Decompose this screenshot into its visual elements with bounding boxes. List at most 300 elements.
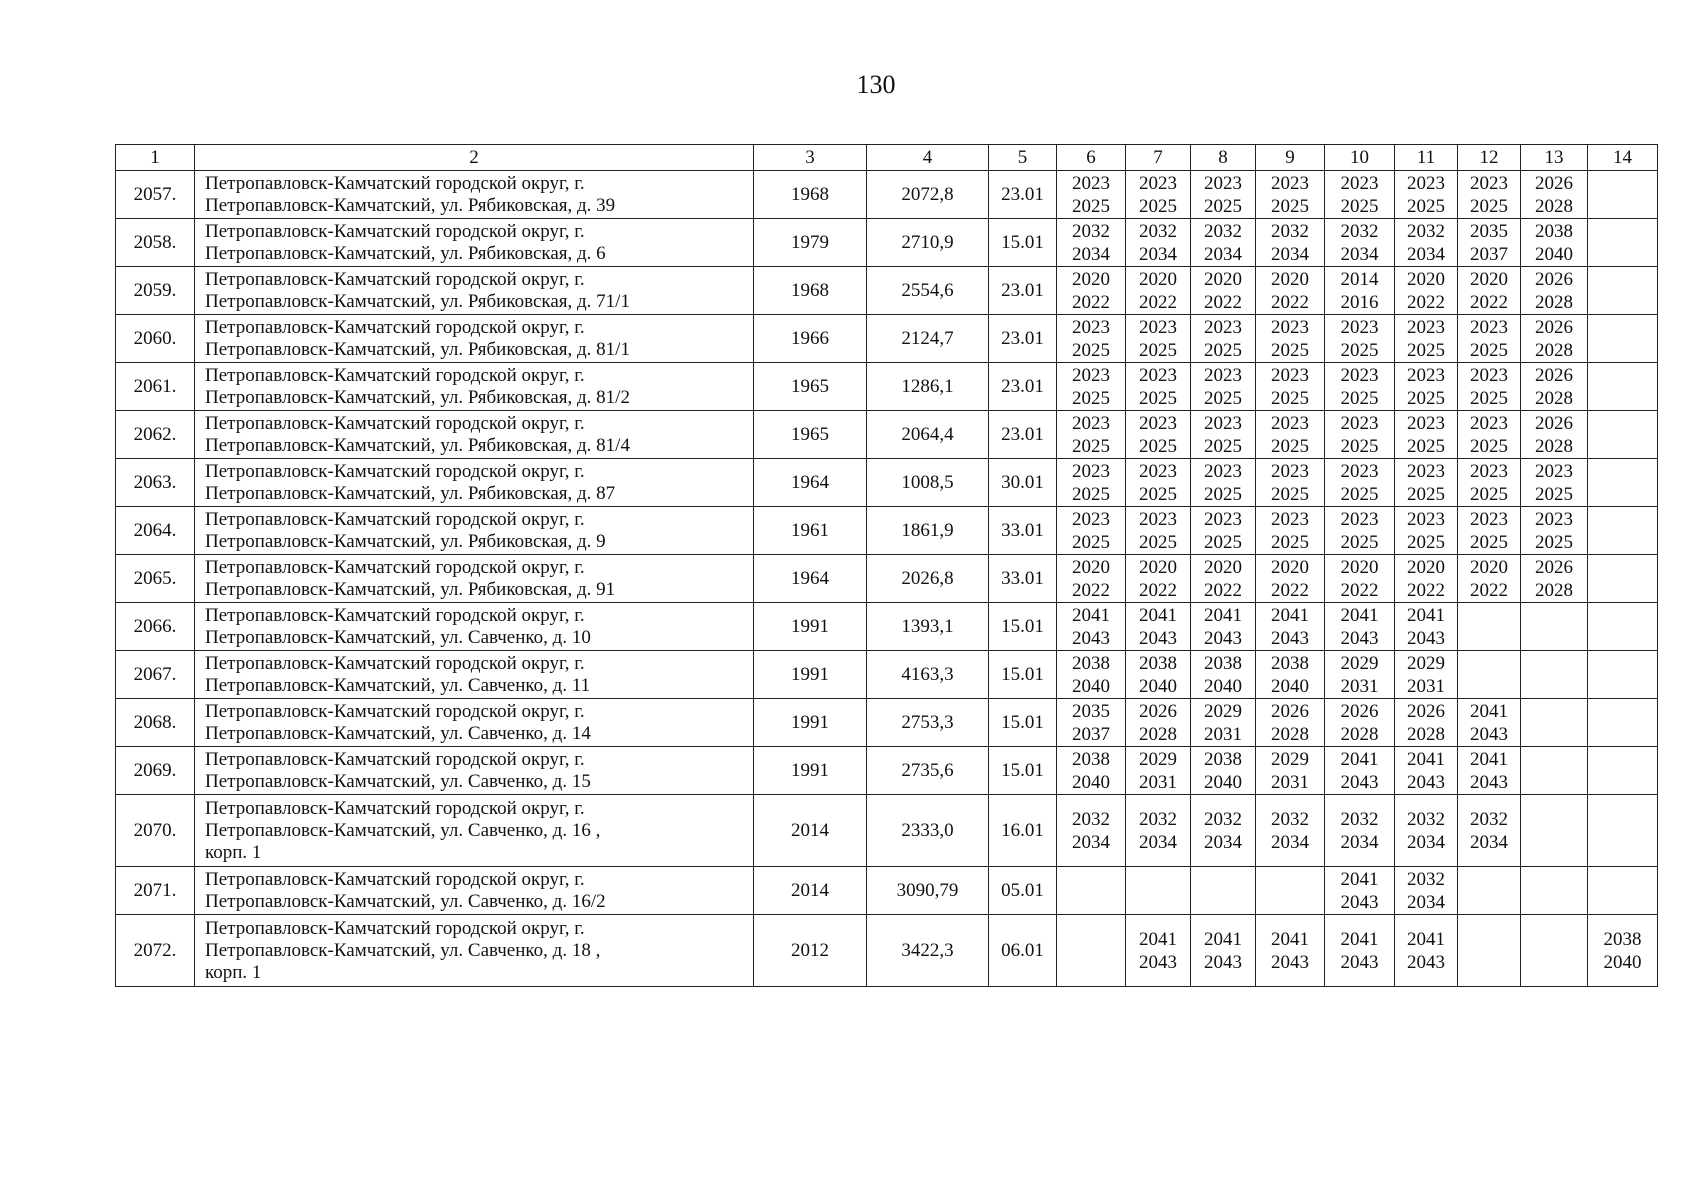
- period-year: 2023: [1204, 316, 1242, 338]
- period-year: 2023: [1072, 364, 1110, 386]
- period-cell: [1126, 555, 1191, 603]
- area-cell: 2753,3: [867, 699, 989, 747]
- period-year: 2034: [1072, 831, 1110, 853]
- period-cell: [1057, 219, 1126, 267]
- period-year: 2023: [1407, 316, 1445, 338]
- build-year-cell: 1961: [754, 507, 867, 555]
- period-year: 2032: [1340, 808, 1379, 830]
- table-row: [116, 171, 1658, 219]
- period-cell: [1395, 651, 1458, 699]
- period-year: 2025: [1072, 387, 1110, 409]
- period-year: 2026: [1535, 364, 1573, 386]
- area-cell: 2072,8: [867, 171, 989, 219]
- build-year-cell: 1991: [754, 699, 867, 747]
- period-year: 2025: [1204, 339, 1242, 361]
- period-year: 2025: [1271, 339, 1309, 361]
- code-cell: 23.01: [989, 315, 1057, 363]
- period-year: 2025: [1407, 339, 1445, 361]
- period-year: 2025: [1407, 195, 1445, 217]
- period-cell: [1126, 603, 1191, 651]
- period-year: 2034: [1139, 831, 1177, 853]
- period-year: 2020: [1407, 556, 1445, 578]
- period-year: 2025: [1204, 435, 1242, 457]
- period-cell: [1395, 507, 1458, 555]
- code-cell: 06.01: [989, 915, 1057, 987]
- period-cell: [1191, 915, 1256, 987]
- period-cell: [1256, 219, 1325, 267]
- build-year-cell: 2014: [754, 795, 867, 867]
- period-year: 2035: [1470, 220, 1508, 242]
- period-year: 2023: [1535, 508, 1573, 530]
- period-cell: [1256, 915, 1325, 987]
- period-cell: [1521, 459, 1588, 507]
- period-year: 2025: [1340, 387, 1379, 409]
- period-cell: [1521, 555, 1588, 603]
- period-year: 2025: [1139, 387, 1177, 409]
- period-year: 2020: [1139, 268, 1177, 290]
- period-cell: [1191, 699, 1256, 747]
- address-line: Петропавловск-Камчатский, ул. Рябиковская, д. 6: [205, 242, 606, 264]
- period-cell: [1126, 795, 1191, 867]
- period-year: 2025: [1470, 339, 1508, 361]
- period-year: 2016: [1340, 291, 1379, 313]
- period-year: 2022: [1407, 291, 1445, 313]
- period-year: 2028: [1535, 435, 1573, 457]
- row-number-cell: 2072.: [116, 915, 195, 987]
- period-cell: [1521, 795, 1588, 867]
- address-line: Петропавловск-Камчатский, ул. Рябиковская, д. 9: [205, 530, 606, 552]
- address-line: Петропавловск-Камчатский городской округ, г.: [205, 220, 585, 242]
- code-cell: 30.01: [989, 459, 1057, 507]
- address-line: Петропавловск-Камчатский, ул. Рябиковская, д. 81/2: [205, 386, 630, 408]
- address-line: Петропавловск-Камчатский городской округ, г.: [205, 917, 585, 939]
- period-year: 2020: [1204, 268, 1242, 290]
- period-year: 2020: [1470, 268, 1508, 290]
- period-year: 2025: [1204, 195, 1242, 217]
- build-year-cell: 2014: [754, 867, 867, 915]
- period-cell: [1057, 915, 1126, 987]
- build-year-cell: 1991: [754, 651, 867, 699]
- period-cell: [1395, 915, 1458, 987]
- period-cell: [1325, 315, 1395, 363]
- period-cell: [1521, 603, 1588, 651]
- period-year: 2025: [1139, 195, 1177, 217]
- period-cell: [1588, 915, 1658, 987]
- period-year: 2043: [1340, 951, 1379, 973]
- column-header: 3: [754, 145, 867, 171]
- period-year: 2022: [1470, 291, 1508, 313]
- period-year: 2023: [1470, 316, 1508, 338]
- address-line: Петропавловск-Камчатский, ул. Рябиковская, д. 71/1: [205, 290, 630, 312]
- period-cell: [1395, 555, 1458, 603]
- table-row: [116, 867, 1658, 915]
- area-cell: 3422,3: [867, 915, 989, 987]
- period-year: 2028: [1407, 723, 1445, 745]
- period-year: 2031: [1407, 675, 1445, 697]
- period-year: 2035: [1072, 700, 1110, 722]
- column-header: 12: [1458, 145, 1521, 171]
- table-row: [116, 363, 1658, 411]
- period-year: 2025: [1407, 531, 1445, 553]
- period-cell: [1057, 651, 1126, 699]
- period-year: 2032: [1072, 808, 1110, 830]
- period-cell: [1057, 795, 1126, 867]
- period-cell: [1126, 315, 1191, 363]
- period-cell: [1521, 411, 1588, 459]
- address-line: корп. 1: [205, 961, 262, 983]
- area-cell: 1286,1: [867, 363, 989, 411]
- area-cell: 4163,3: [867, 651, 989, 699]
- row-number-cell: 2069.: [116, 747, 195, 795]
- period-year: 2025: [1139, 339, 1177, 361]
- period-year: 2023: [1340, 508, 1379, 530]
- period-year: 2023: [1072, 508, 1110, 530]
- period-cell: [1395, 315, 1458, 363]
- address-cell: [195, 171, 754, 219]
- period-cell: [1395, 795, 1458, 867]
- address-line: Петропавловск-Камчатский, ул. Савченко, д. 16 ,: [205, 819, 601, 841]
- period-year: 2034: [1470, 831, 1508, 853]
- address-line: Петропавловск-Камчатский, ул. Рябиковская, д. 91: [205, 578, 616, 600]
- period-year: 2043: [1139, 951, 1177, 973]
- period-cell: [1588, 459, 1658, 507]
- table-row: [116, 651, 1658, 699]
- period-cell: [1256, 171, 1325, 219]
- period-year: 2025: [1072, 339, 1110, 361]
- period-year: 2040: [1139, 675, 1177, 697]
- period-year: 2023: [1470, 412, 1508, 434]
- period-year: 2028: [1535, 339, 1573, 361]
- period-cell: [1126, 747, 1191, 795]
- code-cell: 23.01: [989, 171, 1057, 219]
- period-year: 2038: [1072, 748, 1110, 770]
- period-year: 2020: [1139, 556, 1177, 578]
- period-cell: [1458, 171, 1521, 219]
- period-year: 2026: [1407, 700, 1445, 722]
- area-cell: 2333,0: [867, 795, 989, 867]
- period-cell: [1588, 171, 1658, 219]
- table-row: [116, 915, 1658, 987]
- period-year: 2022: [1204, 579, 1242, 601]
- build-year-cell: 1966: [754, 315, 867, 363]
- period-year: 2029: [1407, 652, 1445, 674]
- period-cell: [1057, 267, 1126, 315]
- code-cell: 23.01: [989, 411, 1057, 459]
- period-cell: [1325, 603, 1395, 651]
- code-cell: 16.01: [989, 795, 1057, 867]
- address-line: Петропавловск-Камчатский городской округ, г.: [205, 172, 585, 194]
- period-cell: [1057, 459, 1126, 507]
- period-year: 2034: [1271, 831, 1309, 853]
- period-year: 2041: [1139, 928, 1177, 950]
- period-year: 2038: [1139, 652, 1177, 674]
- period-year: 2025: [1535, 483, 1573, 505]
- code-cell: 05.01: [989, 867, 1057, 915]
- period-year: 2041: [1271, 928, 1309, 950]
- period-year: 2023: [1139, 364, 1177, 386]
- period-year: 2026: [1535, 316, 1573, 338]
- period-year: 2034: [1340, 243, 1379, 265]
- address-line: Петропавловск-Камчатский, ул. Савченко, д. 15: [205, 770, 591, 792]
- build-year-cell: 1964: [754, 459, 867, 507]
- period-year: 2034: [1407, 891, 1445, 913]
- period-year: 2043: [1204, 951, 1242, 973]
- period-cell: [1325, 867, 1395, 915]
- address-line: Петропавловск-Камчатский, ул. Савченко, д. 11: [205, 674, 591, 696]
- column-header: 9: [1256, 145, 1325, 171]
- period-year: 2023: [1204, 364, 1242, 386]
- period-year: 2023: [1204, 412, 1242, 434]
- address-cell: [195, 651, 754, 699]
- column-header: 6: [1057, 145, 1126, 171]
- period-year: 2034: [1407, 243, 1445, 265]
- period-year: 2022: [1072, 579, 1110, 601]
- period-year: 2026: [1535, 268, 1573, 290]
- period-year: 2031: [1340, 675, 1379, 697]
- row-number-cell: 2067.: [116, 651, 195, 699]
- period-cell: [1191, 651, 1256, 699]
- area-cell: 3090,79: [867, 867, 989, 915]
- row-number-cell: 2058.: [116, 219, 195, 267]
- period-cell: [1256, 603, 1325, 651]
- period-cell: [1588, 699, 1658, 747]
- period-cell: [1256, 315, 1325, 363]
- period-year: 2026: [1535, 412, 1573, 434]
- period-cell: [1057, 603, 1126, 651]
- column-header: 11: [1395, 145, 1458, 171]
- period-cell: [1191, 747, 1256, 795]
- row-number-cell: 2062.: [116, 411, 195, 459]
- period-year: 2029: [1139, 748, 1177, 770]
- address-cell: [195, 915, 754, 987]
- period-year: 2022: [1139, 291, 1177, 313]
- period-year: 2028: [1340, 723, 1379, 745]
- period-cell: [1588, 795, 1658, 867]
- period-year: 2023: [1470, 460, 1508, 482]
- row-number-cell: 2066.: [116, 603, 195, 651]
- period-year: 2023: [1204, 508, 1242, 530]
- period-year: 2023: [1470, 172, 1508, 194]
- period-year: 2041: [1470, 748, 1508, 770]
- period-year: 2023: [1072, 316, 1110, 338]
- period-year: 2025: [1407, 387, 1445, 409]
- period-cell: [1325, 267, 1395, 315]
- period-year: 2023: [1139, 316, 1177, 338]
- period-year: 2041: [1407, 748, 1445, 770]
- code-cell: 15.01: [989, 699, 1057, 747]
- period-year: 2031: [1204, 723, 1242, 745]
- column-header: 4: [867, 145, 989, 171]
- period-year: 2025: [1072, 531, 1110, 553]
- code-cell: 33.01: [989, 507, 1057, 555]
- period-year: 2043: [1470, 771, 1508, 793]
- period-cell: [1395, 747, 1458, 795]
- address-line: Петропавловск-Камчатский, ул. Савченко, д. 10: [205, 626, 591, 648]
- period-year: 2023: [1271, 460, 1309, 482]
- period-year: 2032: [1407, 808, 1445, 830]
- period-year: 2023: [1139, 460, 1177, 482]
- period-cell: [1458, 603, 1521, 651]
- period-year: 2025: [1271, 435, 1309, 457]
- period-cell: [1325, 555, 1395, 603]
- address-cell: [195, 363, 754, 411]
- address-cell: [195, 219, 754, 267]
- period-year: 2023: [1340, 364, 1379, 386]
- period-year: 2023: [1340, 172, 1379, 194]
- table-row: [116, 315, 1658, 363]
- period-year: 2025: [1470, 387, 1508, 409]
- period-year: 2034: [1407, 831, 1445, 853]
- period-year: 2022: [1470, 579, 1508, 601]
- period-year: 2043: [1271, 627, 1309, 649]
- row-number-cell: 2059.: [116, 267, 195, 315]
- period-cell: [1325, 459, 1395, 507]
- period-year: 2025: [1470, 483, 1508, 505]
- period-cell: [1126, 411, 1191, 459]
- period-cell: [1521, 219, 1588, 267]
- period-cell: [1458, 699, 1521, 747]
- period-cell: [1458, 267, 1521, 315]
- period-year: 2020: [1072, 556, 1110, 578]
- address-cell: [195, 411, 754, 459]
- period-year: 2028: [1535, 387, 1573, 409]
- period-year: 2025: [1072, 435, 1110, 457]
- period-year: 2023: [1340, 460, 1379, 482]
- period-cell: [1126, 363, 1191, 411]
- table-row: [116, 699, 1658, 747]
- period-cell: [1395, 363, 1458, 411]
- period-cell: [1256, 555, 1325, 603]
- period-year: 2025: [1204, 483, 1242, 505]
- period-year: 2038: [1072, 652, 1110, 674]
- period-year: 2040: [1271, 675, 1309, 697]
- period-cell: [1191, 315, 1256, 363]
- period-cell: [1458, 363, 1521, 411]
- period-cell: [1588, 363, 1658, 411]
- period-cell: [1256, 795, 1325, 867]
- period-year: 2037: [1470, 243, 1508, 265]
- period-cell: [1458, 747, 1521, 795]
- period-cell: [1325, 747, 1395, 795]
- area-cell: 1861,9: [867, 507, 989, 555]
- table-row: [116, 795, 1658, 867]
- period-cell: [1325, 171, 1395, 219]
- address-line: Петропавловск-Камчатский городской округ, г.: [205, 508, 585, 530]
- period-year: 2025: [1204, 387, 1242, 409]
- build-year-cell: 1964: [754, 555, 867, 603]
- period-year: 2023: [1139, 412, 1177, 434]
- period-year: 2031: [1139, 771, 1177, 793]
- period-cell: [1395, 171, 1458, 219]
- period-year: 2043: [1271, 951, 1309, 973]
- period-cell: [1191, 795, 1256, 867]
- period-cell: [1126, 171, 1191, 219]
- area-cell: 1008,5: [867, 459, 989, 507]
- code-cell: 23.01: [989, 267, 1057, 315]
- address-line: Петропавловск-Камчатский городской округ, г.: [205, 797, 585, 819]
- period-year: 2028: [1271, 723, 1309, 745]
- period-cell: [1458, 507, 1521, 555]
- area-cell: 2735,6: [867, 747, 989, 795]
- period-year: 2025: [1271, 483, 1309, 505]
- period-year: 2023: [1271, 412, 1309, 434]
- table-row: [116, 555, 1658, 603]
- code-cell: 33.01: [989, 555, 1057, 603]
- code-cell: 15.01: [989, 603, 1057, 651]
- period-year: 2025: [1271, 531, 1309, 553]
- address-line: Петропавловск-Камчатский городской округ, г.: [205, 460, 585, 482]
- period-year: 2025: [1204, 531, 1242, 553]
- period-year: 2043: [1340, 771, 1379, 793]
- period-year: 2032: [1204, 220, 1242, 242]
- period-cell: [1191, 603, 1256, 651]
- row-number-cell: 2068.: [116, 699, 195, 747]
- address-line: Петропавловск-Камчатский городской округ, г.: [205, 748, 585, 770]
- period-cell: [1588, 747, 1658, 795]
- period-year: 2025: [1139, 483, 1177, 505]
- period-cell: [1126, 867, 1191, 915]
- period-cell: [1458, 219, 1521, 267]
- period-year: 2032: [1271, 808, 1309, 830]
- column-header: 8: [1191, 145, 1256, 171]
- period-year: 2023: [1271, 316, 1309, 338]
- row-number-cell: 2061.: [116, 363, 195, 411]
- table-row: [116, 747, 1658, 795]
- period-year: 2023: [1407, 172, 1445, 194]
- address-line: Петропавловск-Камчатский городской округ, г.: [205, 652, 585, 674]
- period-year: 2023: [1204, 460, 1242, 482]
- period-year: 2020: [1271, 556, 1309, 578]
- period-year: 2023: [1139, 172, 1177, 194]
- period-year: 2023: [1271, 508, 1309, 530]
- period-year: 2025: [1072, 195, 1110, 217]
- address-cell: [195, 747, 754, 795]
- period-year: 2041: [1470, 700, 1508, 722]
- area-cell: 1393,1: [867, 603, 989, 651]
- period-cell: [1395, 459, 1458, 507]
- period-year: 2022: [1072, 291, 1110, 313]
- period-year: 2023: [1407, 412, 1445, 434]
- period-cell: [1521, 507, 1588, 555]
- period-cell: [1458, 555, 1521, 603]
- period-year: 2043: [1340, 627, 1379, 649]
- period-cell: [1126, 915, 1191, 987]
- code-cell: 15.01: [989, 747, 1057, 795]
- period-cell: [1588, 555, 1658, 603]
- period-year: 2026: [1535, 172, 1573, 194]
- period-year: 2023: [1072, 460, 1110, 482]
- period-year: 2040: [1603, 951, 1642, 973]
- period-year: 2032: [1271, 220, 1309, 242]
- period-year: 2026: [1139, 700, 1177, 722]
- period-cell: [1395, 867, 1458, 915]
- period-cell: [1458, 315, 1521, 363]
- period-cell: [1588, 411, 1658, 459]
- period-cell: [1256, 267, 1325, 315]
- period-cell: [1588, 315, 1658, 363]
- table-row: [116, 459, 1658, 507]
- period-year: 2020: [1271, 268, 1309, 290]
- period-year: 2023: [1204, 172, 1242, 194]
- period-year: 2025: [1139, 531, 1177, 553]
- period-year: 2038: [1603, 928, 1642, 950]
- build-year-cell: 1965: [754, 363, 867, 411]
- period-year: 2037: [1072, 723, 1110, 745]
- period-cell: [1126, 699, 1191, 747]
- period-year: 2028: [1535, 291, 1573, 313]
- area-cell: 2064,4: [867, 411, 989, 459]
- period-year: 2022: [1204, 291, 1242, 313]
